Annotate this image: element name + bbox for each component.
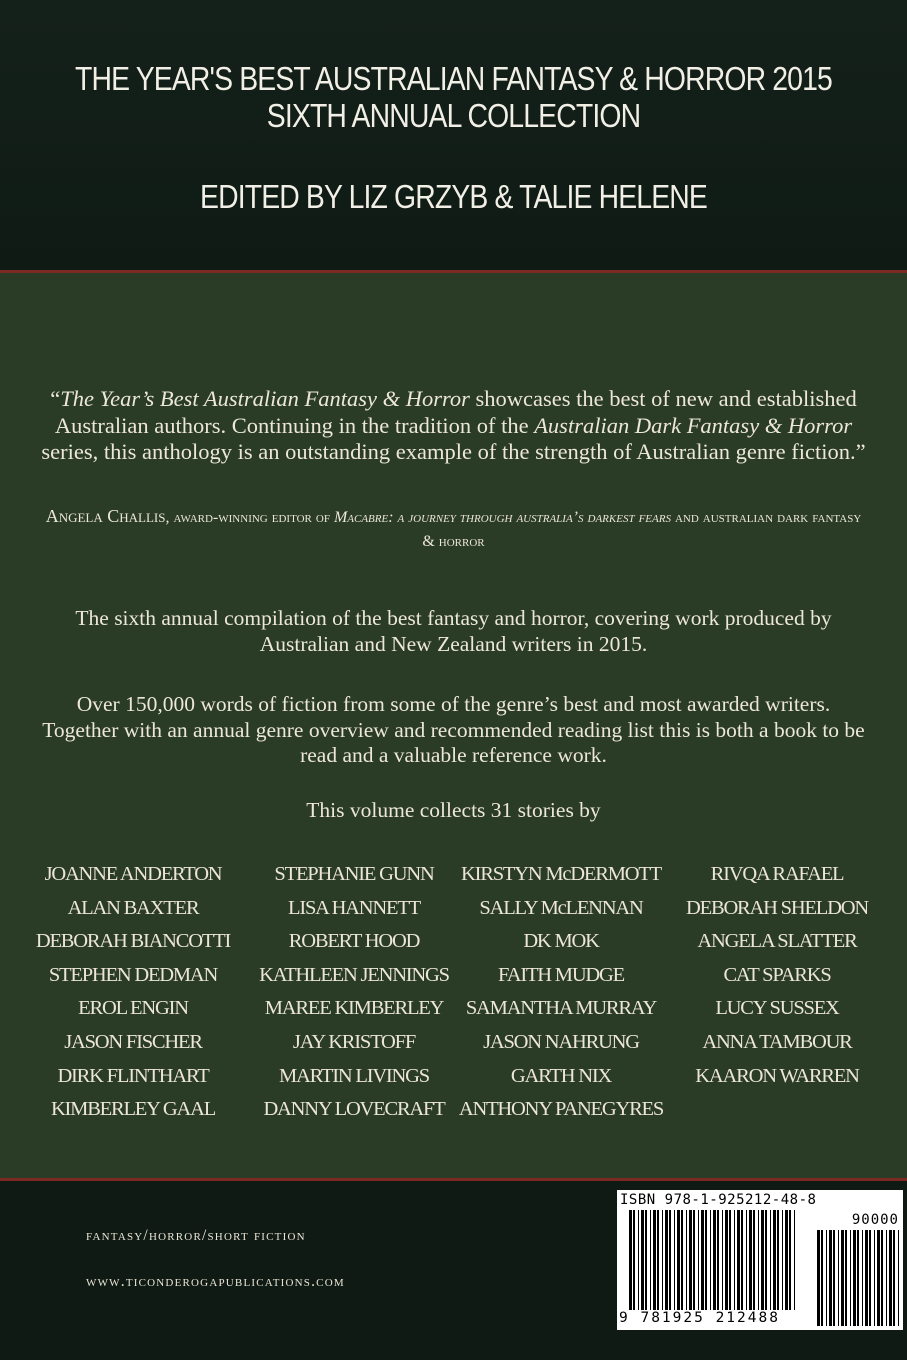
barcode-bar [758,1210,759,1310]
barcode-bar [789,1210,791,1310]
barcode-bar [893,1230,895,1326]
description-paragraph-1: The sixth annual compilation of the best fantasy and horror, covering work produced by Australian and New Zealand writers in 2015. [75,606,832,656]
author-name: GARTH NIX [510,1064,612,1087]
author-name: JASON FISCHER [64,1030,202,1053]
genre-label: fantasy/horror/short fiction [86,1227,306,1244]
barcode-bar [689,1210,692,1310]
barcode-bar [865,1230,868,1326]
ean-digits: 9 781925 212488 [619,1310,780,1326]
author-name: DIRK FLINTHART [57,1064,209,1087]
barcode-bar [705,1210,707,1310]
barcode-bar [737,1210,740,1310]
author-name: MARTIN LIVINGS [279,1064,429,1087]
author-name: KIMBERLEY GAAL [50,1098,216,1121]
quote-series-title: Australian Dark Fantasy & Horror [534,412,853,438]
barcode-bar [845,1230,847,1326]
author-name: CAT SPARKS [723,963,831,986]
barcode-bar [857,1230,859,1326]
author-column-4 [662,858,892,1093]
barcode-bar [886,1230,887,1326]
editors-credit: EDITED BY LIZ GRZYB & TALIE HELENE [200,178,707,215]
barcode-bar [833,1230,835,1326]
barcode-bar [674,1210,675,1310]
book-subtitle: SIXTH ANNUAL COLLECTION [266,97,641,134]
barcode-bar [653,1210,656,1310]
author-name: EROL ENGIN [78,997,188,1020]
barcode-bar [753,1210,755,1310]
barcode-bar [761,1210,764,1310]
barcode-bar [725,1210,728,1310]
barcode-bar [821,1230,823,1326]
author-name: ROBERT HOOD [288,930,420,953]
author-name: JASON NAHRUNG [483,1030,639,1053]
barcode-bar [794,1210,795,1310]
barcode-bar [633,1210,635,1310]
author-column-1 [18,858,248,1127]
barcode-bar [777,1210,779,1310]
barcode-bar [681,1210,683,1310]
barcode-bars [617,1190,903,1330]
barcode-bar [662,1210,663,1310]
barcode-bar [770,1210,771,1310]
attribution-book-2: australian dark fantasy & horror [422,509,862,550]
barcode-bar [765,1210,767,1310]
author-name: DEBORAH BIANCOTTI [35,930,231,953]
author-name: RIVQA RAFAEL [710,863,844,885]
barcode-bar [657,1210,659,1310]
barcode-bar [889,1230,892,1326]
attribution-name: Angela Challis [45,506,166,526]
barcode-bar [722,1210,723,1310]
barcode-bar [729,1210,731,1310]
barcode-bar [665,1210,668,1310]
author-name: DEBORAH SHELDON [686,896,868,919]
authors-intro: This volume collects 31 stories by [306,798,601,822]
barcode-bar [713,1210,716,1310]
barcode-bar [717,1210,719,1310]
barcode-bar [638,1210,639,1310]
barcode-bar [869,1230,871,1326]
barcode-bar [826,1230,827,1326]
barcode-bar [686,1210,687,1310]
barcode-bar [698,1210,699,1310]
author-name: LUCY SUSSEX [715,997,839,1020]
barcode-bar [881,1230,883,1326]
barcode-bar [862,1230,863,1326]
barcode-bar [645,1210,647,1310]
author-name: SAMANTHA MURRAY [465,997,657,1020]
price-code: 90000 [851,1212,899,1228]
barcode-bar [669,1210,671,1310]
barcode-bar [874,1230,875,1326]
author-name: DK MOK [523,930,599,953]
attribution-book-1: Macabre: a journey through australia’s darkest fears [333,509,671,526]
quote-attribution: Angela Challis, award-winning editor of Macabre: a journey through australia’s darkest fears and australian dark fantasy & horror [45,506,862,550]
barcode-bar [877,1230,880,1326]
author-name: STEPHEN DEDMAN [48,963,218,986]
isbn-number: ISBN 978-1-925212-48-8 [620,1192,817,1208]
author-name: DANNY LOVECRAFT [263,1098,445,1121]
barcode-bar [741,1210,743,1310]
barcode-bar [773,1210,776,1310]
book-title: THE YEAR'S BEST AUSTRALIAN FANTASY & HORROR 2015 [75,60,832,97]
barcode-bar [853,1230,856,1326]
description-paragraph-2: Over 150,000 words of fiction from some of the genre’s best and most awarded writers. Together with an annual genre overview and recommended reading list this is both a book to be read and a valuable reference work. [42,692,865,767]
endorsement-quote: “The Year’s Best Australian Fantasy & Horror showcases the best of new and established Australian authors. Continuing in the tradition of the Australian Dark Fantasy & Horror series, this anthology is an outstanding example of the strength of Australian genre fiction.” [41,386,866,464]
barcode-bar [650,1210,651,1310]
barcode-bar [701,1210,704,1310]
isbn-barcode [617,1190,903,1330]
barcode-bar [746,1210,747,1310]
barcode-bar [677,1210,680,1310]
author-name: STEPHANIE GUNN [274,863,434,885]
author-name: LISA HANNETT [288,896,420,919]
barcode-bar [850,1230,851,1326]
publisher-url: www.ticonderogapublications.com [86,1273,345,1290]
barcode-bar [817,1230,820,1326]
quote-book-title: The Year’s Best Australian Fantasy & Horror [60,386,470,411]
title-band [0,0,907,270]
author-name: KAARON WARREN [695,1064,859,1087]
barcode-bar [710,1210,711,1310]
barcode-bar [629,1210,632,1310]
barcode-bar [785,1210,788,1310]
barcode-bar [782,1210,783,1310]
author-column-2 [239,858,469,1127]
barcode-bar [734,1210,735,1310]
author-name: ALAN BAXTER [67,896,199,919]
author-name: KIRSTYN McDERMOTT [461,863,661,885]
barcode-bar [829,1230,832,1326]
barcode-bar [838,1230,839,1326]
author-name: ANGELA SLATTER [697,930,857,953]
barcode-bar [693,1210,695,1310]
barcode-bar [898,1230,899,1326]
author-name: JAY KRISTOFF [292,1030,416,1053]
author-name: SALLY McLENNAN [479,896,643,919]
barcode-bar [841,1230,844,1326]
author-name: JOANNE ANDERTON [44,863,222,885]
author-name: MAREE KIMBERLEY [264,997,444,1020]
author-name: FAITH MUDGE [498,963,624,986]
barcode-bar [641,1210,644,1310]
author-name: ANTHONY PANEGYRES [458,1098,664,1121]
author-name: ANNA TAMBOUR [702,1030,852,1053]
barcode-bar [749,1210,752,1310]
author-name: KATHLEEN JENNINGS [259,963,449,986]
author-column-3 [446,858,676,1127]
